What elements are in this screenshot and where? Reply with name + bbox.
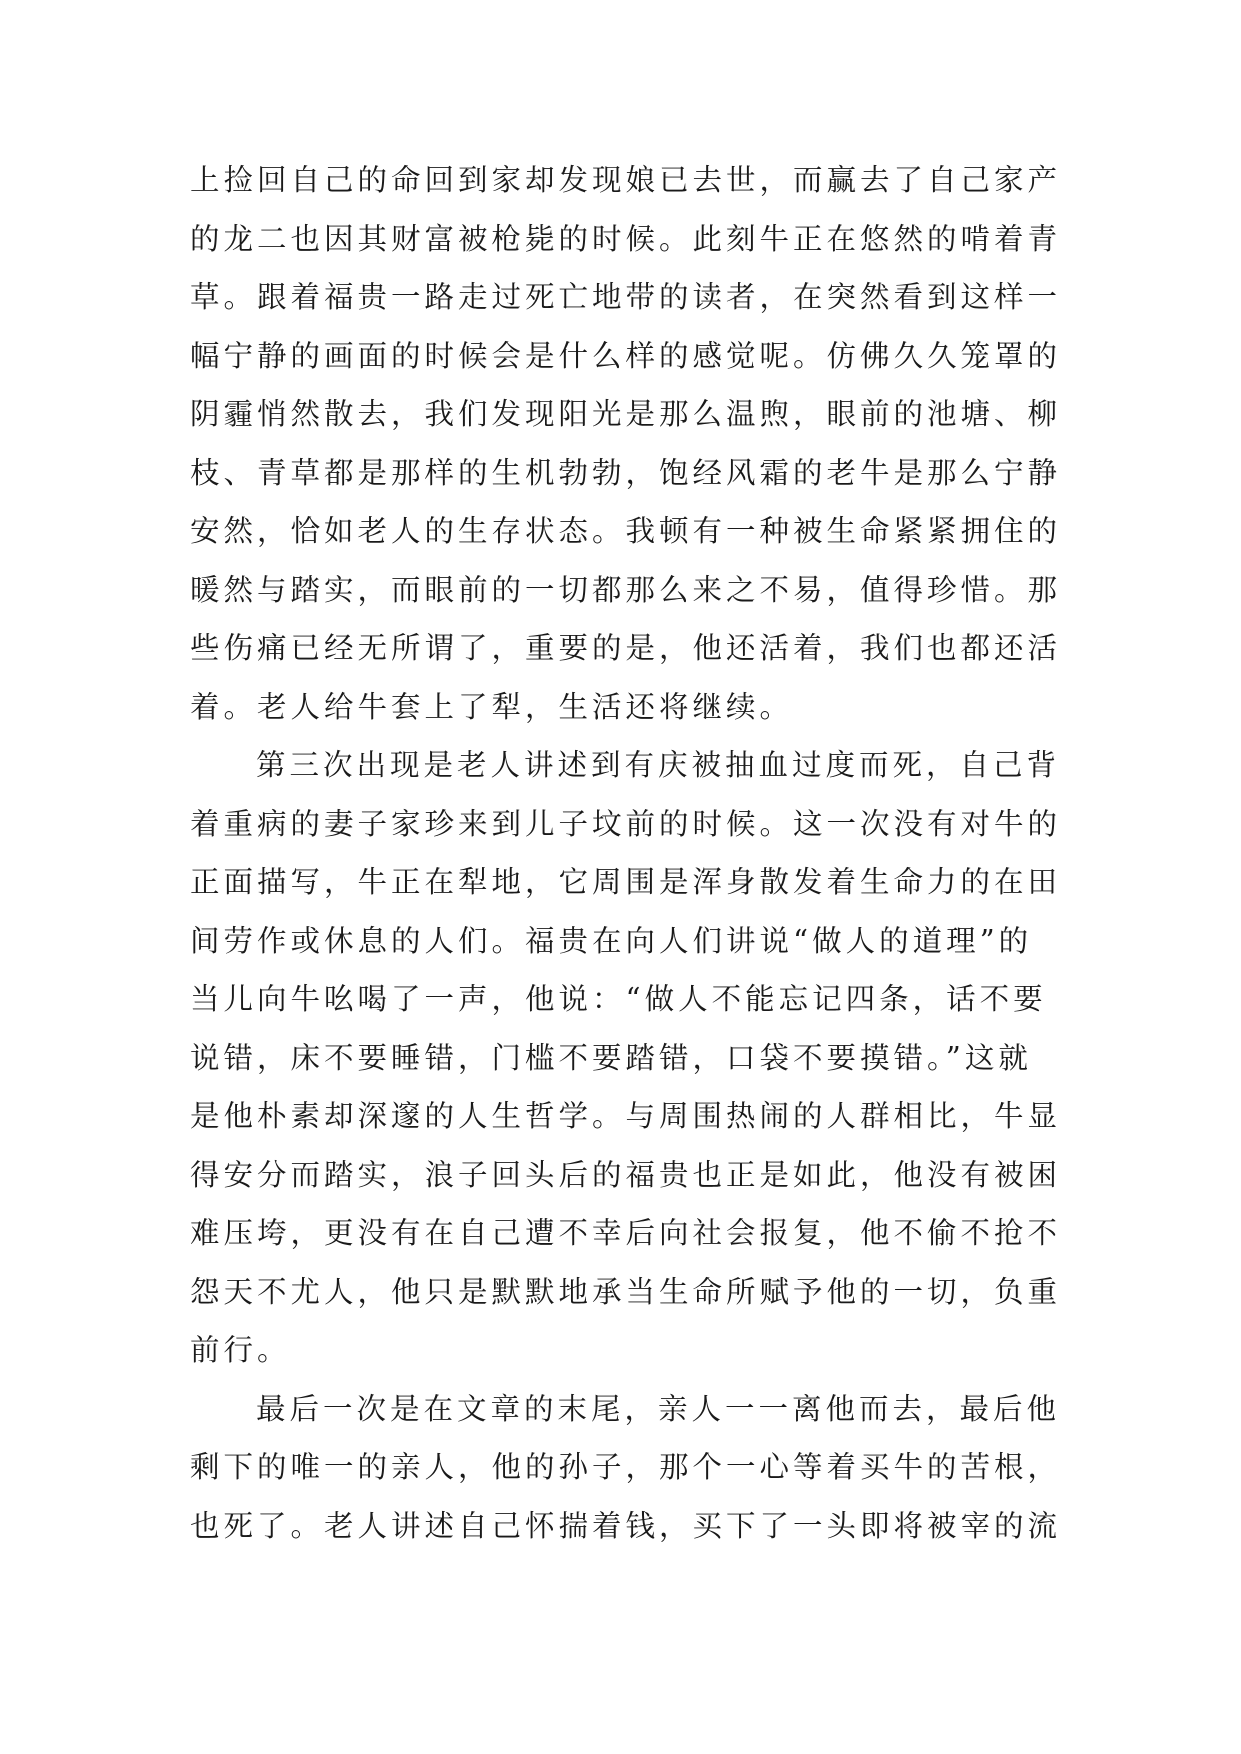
body-text	[190, 151, 1062, 1555]
text-line: 的龙二也因其财富被枪毙的时候。此刻牛正在悠然的啃着青	[190, 221, 1062, 256]
text-line: 草。跟着福贵一路走过死亡地带的读者，在突然看到这样一	[190, 280, 1062, 314]
text-line: 也死了。老人讲述自己怀揣着钱，买下了一头即将被宰的流	[190, 1508, 1062, 1543]
text-line: 暖然与踏实，而眼前的一切都那么来之不易，值得珍惜。那	[190, 572, 1062, 607]
paragraph-start-line: 第三次出现是老人讲述到有庆被抽血过度而死，自己背	[256, 748, 1061, 782]
text-line: 阴霾悄然散去，我们发现阳光是那么温煦，眼前的池塘、柳	[190, 397, 1062, 431]
text-line: 当儿向牛吆喝了一声，他说：“做人不能忘记四条，话不要	[190, 982, 1047, 1016]
text-line: 幅宁静的画面的时候会是什么样的感觉呢。仿佛久久笼罩的	[190, 338, 1062, 373]
text-line: 前行。	[190, 1333, 291, 1367]
text-line: 安然，恰如老人的生存状态。我顿有一种被生命紧紧拥住的	[190, 514, 1062, 548]
text-line: 怨天不尤人，他只是默默地承当生命所赋予他的一切，负重	[190, 1274, 1062, 1309]
text-line: 得安分而踏实，浪子回头后的福贵也正是如此，他没有被困	[190, 1157, 1062, 1192]
text-line: 剩下的唯一的亲人，他的孙子，那个一心等着买牛的苦根，	[190, 1450, 1062, 1484]
text-line: 上捡回自己的命回到家却发现娘已去世，而赢去了自己家产	[190, 163, 1062, 197]
text-line: 着重病的妻子家珍来到儿子坟前的时候。这一次没有对牛的	[190, 806, 1062, 841]
text-line: 难压垮，更没有在自己遭不幸后向社会报复，他不偷不抢不	[190, 1216, 1062, 1250]
text-line: 枝、青草都是那样的生机勃勃，饱经风霜的老牛是那么宁静	[190, 455, 1062, 490]
text-line: 说错，床不要睡错，门槛不要踏错，口袋不要摸错。”这就	[190, 1040, 1032, 1075]
text-line: 正面描写，牛正在犁地，它周围是浑身散发着生命力的在田	[190, 865, 1062, 899]
text-line: 是他朴素却深邃的人生哲学。与周围热闹的人群相比，牛显	[190, 1099, 1062, 1133]
text-line: 着。老人给牛套上了犁，生活还将继续。	[190, 689, 794, 724]
text-line: 间劳作或休息的人们。福贵在向人们讲说“做人的道理”的	[190, 923, 1033, 958]
text-line: 些伤痛已经无所谓了，重要的是，他还活着，我们也都还活	[190, 631, 1062, 665]
paragraph-start-line: 最后一次是在文章的末尾，亲人一一离他而去，最后他	[256, 1391, 1061, 1426]
